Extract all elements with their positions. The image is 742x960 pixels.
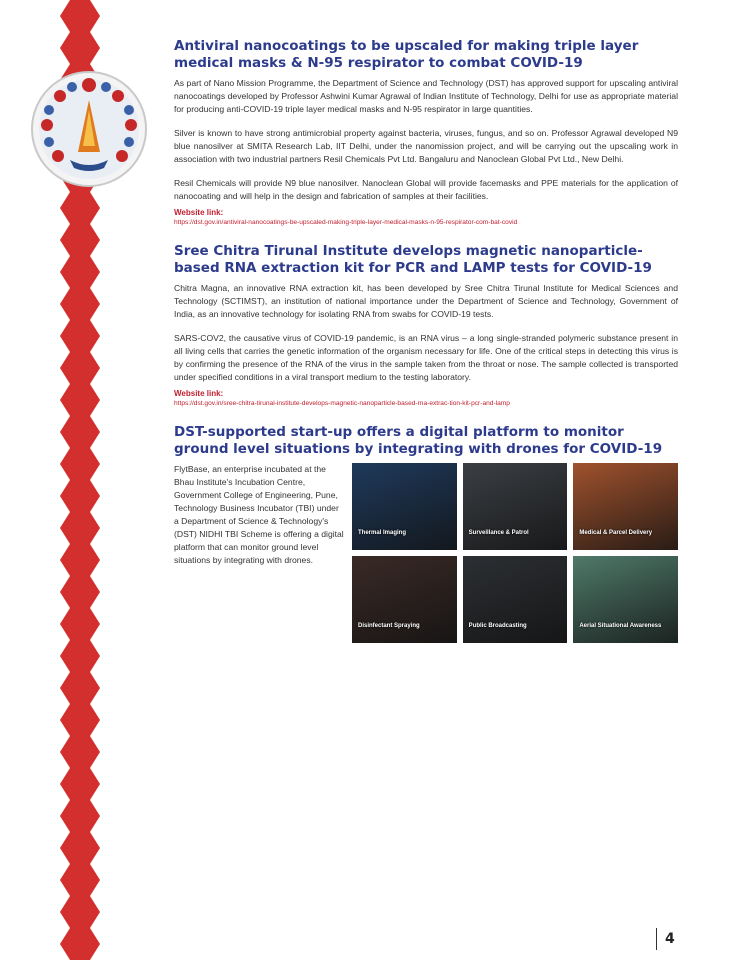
article-paragraph: SARS-COV2, the causative virus of COVID-19 pandemic, is an RNA virus – a long single-stranded polymeric substance present in all living cells that carries the genetic information of the organism necessary for life. One of the critical steps in detecting this virus is by confirming the presence of the RNA of the virus in the sample taken from the throat or nose. The sample collected is transported under specified conditions in a viral transport medium to the testing laboratory. [174,333,678,382]
article-antiviral-nanocoatings [174,38,678,227]
article-title: DST-supported start-up offers a digital platform to monitor ground level situations by integrating with drones for COVID-19 [174,424,663,457]
website-link-label: Website link: [174,389,224,398]
drone-use-case-label: Disinfectant Spraying [358,623,420,629]
website-link-url[interactable]: https://dst.gov.in/antiviral-nanocoatings-be-upscaled-making-triple-layer-medical-masks-n-95-respirator-com-bat-covid [174,219,518,226]
drone-use-case-image-grid [352,463,678,643]
page-number: 4 [656,928,675,950]
article-paragraph: As part of Nano Mission Programme, the Department of Science and Technology (DST) has approved support for upscaling antiviral nanocoatings developed by Professor Ashwini Kumar Agrawal of Indian Institute of Technology, Delhi for use as appropriate material for producing anti-COVID-19 triple layer medical masks and N-95 respirator in large quantities. [174,78,678,114]
dst-emblem-logo [30,70,148,188]
drone-use-case-image [352,556,457,643]
article-paragraph: Chitra Magna, an innovative RNA extraction kit, has been developed by Sree Chitra Tirunal Institute for Medical Sciences and Technology (SCTIMST), an institution of national importance under the Department of Science and Technology, Government of India, as an innovative technology for isolating RNA from swabs for COVID-19 tests. [174,283,678,319]
article-title: Antiviral nanocoatings to be upscaled for making triple layer medical masks & N-95 respirator to combat COVID-19 [174,38,639,71]
drone-use-case-image [463,463,568,550]
drone-use-case-label: Medical & Parcel Delivery [579,530,653,536]
drone-use-case-label: Surveillance & Patrol [468,530,529,536]
drone-use-case-label: Thermal Imaging [358,530,407,536]
drone-use-case-image [463,556,568,643]
article-paragraph: Resil Chemicals will provide N9 blue nanosilver. Nanoclean Global will provide facemasks and PPE materials for the application of nanocoating and will help in the design and fabrication of samples at their facilities. [174,178,678,201]
drone-use-case-label: Public Broadcasting [468,623,527,629]
drone-use-case-label: Aerial Situational Awareness [579,623,662,629]
drone-use-case-image [573,556,678,643]
drone-use-case-image [573,463,678,550]
website-link-url[interactable]: https://dst.gov.in/sree-chitra-tirunal-institute-develops-magnetic-nanoparticle-based-rna-extrac-tion-kit-pcr-and-lamp [174,400,510,407]
website-link-label: Website link: [174,208,224,217]
article-rna-extraction-kit [174,243,678,408]
article-drone-platform [174,424,678,653]
drone-use-case-image [352,463,457,550]
article-paragraph: FlytBase, an enterprise incubated at the Bhau Institute's Incubation Centre, Government College of Engineering, Pune, Technology Business Incubator (TBI) under a Department of Science & Technology's (DST) NIDHI TBI Scheme is offering a digital platform that can monitor ground level situations by integrating with drones. [174,464,344,565]
newsletter-content [174,38,678,653]
article-title: Sree Chitra Tirunal Institute develops magnetic nanoparticle-based RNA extraction kit for PCR and LAMP tests for COVID-19 [174,243,652,276]
article-paragraph: Silver is known to have strong antimicrobial property against bacteria, viruses, fungus, and so on. Professor Agrawal developed N9 blue nanosilver at SMITA Research Lab, IIT Delhi, under the nanomission project, and will be carrying out the upscaling work in association with two industrial partners Resil Chemicals Pvt Ltd. Bangaluru and Nanoclean Global Pvt Ltd., New Delhi. [174,128,678,164]
